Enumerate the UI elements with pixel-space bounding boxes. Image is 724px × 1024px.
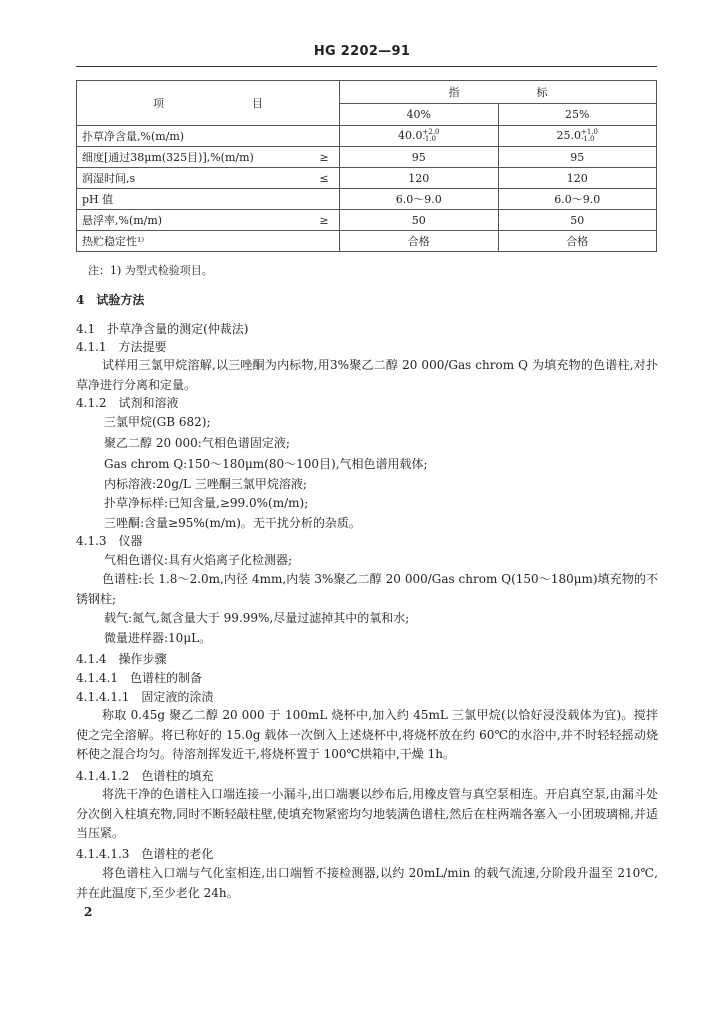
reagent-item: 三氯甲烷(GB 682); bbox=[104, 415, 211, 429]
row-item: 扑草净含量,%(m/m) bbox=[77, 126, 310, 147]
row-value-a: 合格 bbox=[340, 231, 499, 252]
table-row bbox=[77, 168, 657, 189]
spec-table bbox=[76, 80, 657, 252]
reagent-item: 内标溶液:20g/L 三唑酮三氯甲烷溶液; bbox=[104, 477, 307, 491]
instrument-item: 色谱柱:长 1.8～2.0m,内径 4mm,内装 3%聚乙二醇 20 000/Gas chrom Q(150～180μm)填充物的不锈钢柱; bbox=[76, 572, 658, 606]
row-value-b bbox=[498, 126, 657, 147]
table-header-item: 项 目 bbox=[77, 81, 340, 126]
row-sym bbox=[309, 126, 340, 147]
row-value-a: 95 bbox=[340, 147, 499, 168]
table-row bbox=[77, 210, 657, 231]
table-row bbox=[77, 147, 657, 168]
row-value-b: 120 bbox=[498, 168, 657, 189]
tol-down: -1.0 bbox=[422, 135, 436, 143]
row-value-a: 6.0～9.0 bbox=[340, 189, 499, 210]
coating-procedure-text: 称取 0.45g 聚乙二醇 20 000 于 100mL 烧杯中,加入约 45mL 三氯甲烷(以恰好浸没载体为宜)。搅拌使之完全溶解。将已称好的 15.0g 载体一次倒入上述烧杯中,将烧杯放在约 60℃的水浴中,并不时轻轻摇动烧杯使之混合均匀。待溶剂挥发近干,将烧杯置于 100℃烘箱中,干燥 1h。 bbox=[76, 708, 658, 761]
filling-procedure-text: 将洗干净的色谱柱入口端连接一小漏斗,出口端裹以纱布后,用橡皮管与真空泵相连。开启真空泵,由漏斗处分次倒入柱填充物,同时不断轻敲柱壁,使填充物紧密均匀地装满色谱柱,然后在柱两端各塞入一小团玻璃棉,并适当压紧。 bbox=[76, 787, 658, 840]
row-sym: ≤ bbox=[309, 168, 340, 189]
page-number: 2 bbox=[84, 905, 93, 919]
row-item: 悬浮率,%(m/m) bbox=[77, 210, 310, 231]
row-sym: ≥ bbox=[309, 210, 340, 231]
tol-down: -1.0 bbox=[581, 135, 595, 143]
section-heading-4-1-1: 4.1.1 方法提要 bbox=[76, 340, 167, 354]
table-row bbox=[77, 189, 657, 210]
aging-procedure-text: 将色谱柱入口端与气化室相连,出口端暂不接检测器,以约 20mL/min 的载气流速,分阶段升温至 210℃,并在此温度下,至少老化 24h。 bbox=[76, 866, 658, 900]
row-value-a: 120 bbox=[340, 168, 499, 189]
section-heading-4-1-3: 4.1.3 仪器 bbox=[76, 534, 143, 548]
row-item: 润湿时间,s bbox=[77, 168, 310, 189]
row-value-b: 合格 bbox=[498, 231, 657, 252]
row-item: 热贮稳定性¹⁾ bbox=[77, 231, 310, 252]
row-value-a bbox=[340, 126, 499, 147]
row-value-b: 6.0～9.0 bbox=[498, 189, 657, 210]
reagent-item: 聚乙二醇 20 000:气相色谱固定液; bbox=[104, 436, 290, 450]
section-heading-4-1-2: 4.1.2 试剂和溶液 bbox=[76, 396, 179, 410]
reagent-item: 扑草净标样:已知含量,≥99.0%(m/m); bbox=[104, 496, 309, 510]
section-heading-4-1-4-1: 4.1.4.1 色谱柱的制备 bbox=[76, 671, 202, 685]
value-a-tolerance bbox=[423, 129, 440, 143]
row-sym bbox=[309, 189, 340, 210]
row-item: pH 值 bbox=[77, 189, 310, 210]
section-heading-4-1: 4.1 扑草净含量的测定(仲裁法) bbox=[76, 322, 249, 336]
row-sym: ≥ bbox=[309, 147, 340, 168]
value-b-tolerance bbox=[581, 129, 598, 143]
section-heading-4-1-4: 4.1.4 操作步骤 bbox=[76, 652, 167, 666]
instrument-item: 微量进样器:10μL。 bbox=[104, 631, 212, 645]
row-sym bbox=[309, 231, 340, 252]
value-b-main: 25.0 bbox=[556, 129, 581, 142]
reagent-item: 三唑酮:含量≥95%(m/m)。无干扰分析的杂质。 bbox=[104, 516, 361, 530]
row-value-b: 50 bbox=[498, 210, 657, 231]
table-header-index: 指 标 bbox=[340, 81, 657, 104]
row-value-b: 95 bbox=[498, 147, 657, 168]
row-value-a: 50 bbox=[340, 210, 499, 231]
table-header-grade-b: 25% bbox=[498, 104, 657, 126]
instrument-item: 气相色谱仪:具有火焰离子化检测器; bbox=[104, 553, 293, 567]
header-rule bbox=[76, 66, 657, 67]
standard-code-header: HG 2202—91 bbox=[313, 44, 411, 59]
section-heading-4-1-4-1-1: 4.1.4.1.1 固定液的涂渍 bbox=[76, 690, 214, 704]
row-item: 细度[通过38μm(325目)],%(m/m) bbox=[77, 147, 310, 168]
section-heading-4-1-4-1-2: 4.1.4.1.2 色谱柱的填充 bbox=[76, 769, 214, 783]
instrument-item: 载气:氮气,氮含量大于 99.99%,尽量过滤掉其中的氧和水; bbox=[104, 611, 410, 625]
value-a-main: 40.0 bbox=[398, 129, 423, 142]
method-summary-text: 试样用三氯甲烷溶解,以三唑酮为内标物,用3%聚乙二醇 20 000/Gas chrom Q 为填充物的色谱柱,对扑草净进行分离和定量。 bbox=[76, 358, 658, 392]
reagent-item: Gas chrom Q:150～180μm(80～100目),气相色谱用载体; bbox=[104, 457, 428, 471]
table-row bbox=[77, 231, 657, 252]
section-heading-4: 4 试验方法 bbox=[76, 293, 145, 307]
tol-up: +2.0 bbox=[422, 128, 440, 136]
table-note: 注：1) 为型式检验项目。 bbox=[88, 264, 213, 277]
tol-up: +1.0 bbox=[581, 128, 598, 136]
table-header-grade-a: 40% bbox=[340, 104, 499, 126]
table-row bbox=[77, 126, 657, 147]
section-heading-4-1-4-1-3: 4.1.4.1.3 色谱柱的老化 bbox=[76, 847, 214, 861]
